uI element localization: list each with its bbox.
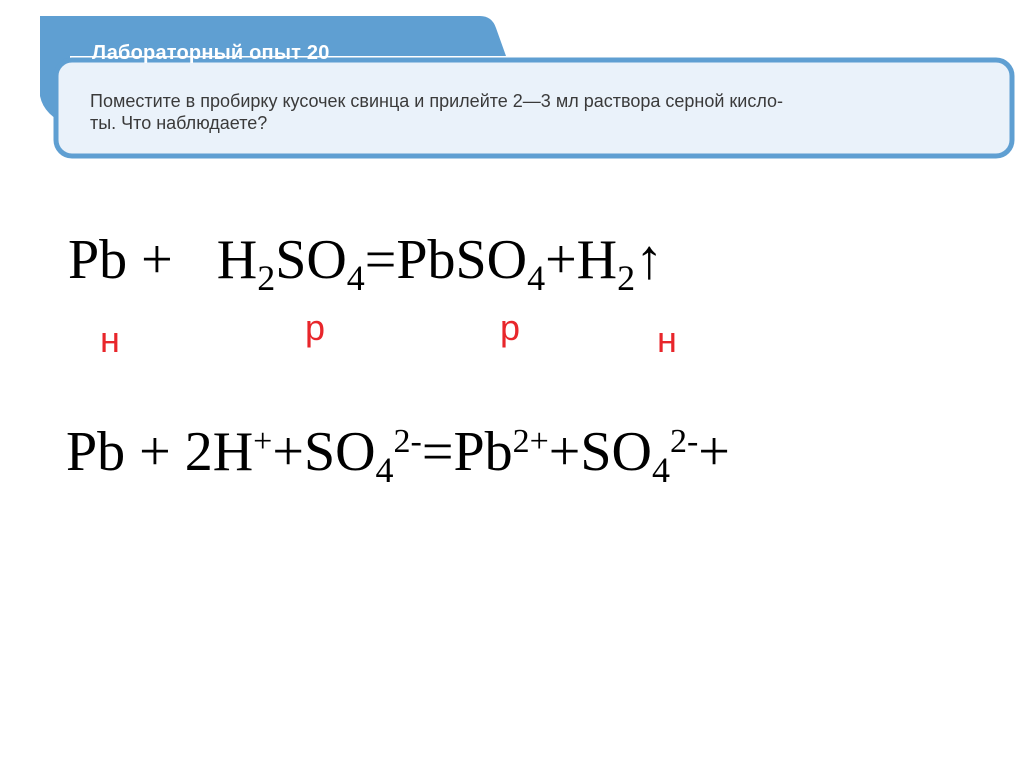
eq1-plus-h: +H (545, 229, 618, 291)
eq1-pb: Pb + (68, 229, 173, 291)
lab-experiment-card (40, 16, 1020, 162)
lab-instructions-line-2: ты. Что наблюдаете? (90, 113, 268, 133)
ionic-equation (66, 421, 730, 490)
eq2-sup-2plus: 2+ (512, 423, 549, 460)
card-frame (40, 16, 1020, 162)
lab-title: Лабораторный опыт 20 (92, 42, 330, 64)
eq2-so2: +SO (548, 421, 652, 483)
solubility-pbso4: р (500, 307, 521, 348)
eq2-sub-4b: 4 (651, 450, 670, 490)
eq2-start: Pb + 2H (66, 421, 254, 483)
eq1-pbso: =PbSO (364, 229, 528, 291)
eq1-h: H (216, 229, 258, 291)
eq1-sub-2: 2 (257, 258, 276, 298)
eq1-so: SO (275, 229, 347, 291)
eq2-sup-2minus: 2- (393, 423, 422, 460)
molecular-equation (68, 229, 664, 298)
lab-instructions (90, 90, 990, 134)
solubility-h2so4: р (305, 307, 326, 348)
eq2-sub-4: 4 (375, 450, 394, 490)
eq2-end: + (698, 421, 730, 483)
lab-instructions-line-1: Поместите в пробирку кусочек свинца и прилейте 2—3 мл раствора серной кисло- (90, 91, 784, 111)
eq2-pb: =Pb (421, 421, 513, 483)
gas-arrow: ↑ (635, 229, 664, 291)
eq2-so: +SO (272, 421, 376, 483)
eq1-sub-4b: 4 (527, 258, 546, 298)
solubility-h2: н (657, 319, 677, 360)
eq1-sub-4: 4 (346, 258, 365, 298)
eq2-sup-plus: + (253, 423, 273, 460)
eq2-sup-2minus-b: 2- (669, 423, 699, 460)
eq1-sub-2b: 2 (617, 258, 636, 298)
solubility-pb: н (100, 319, 120, 360)
